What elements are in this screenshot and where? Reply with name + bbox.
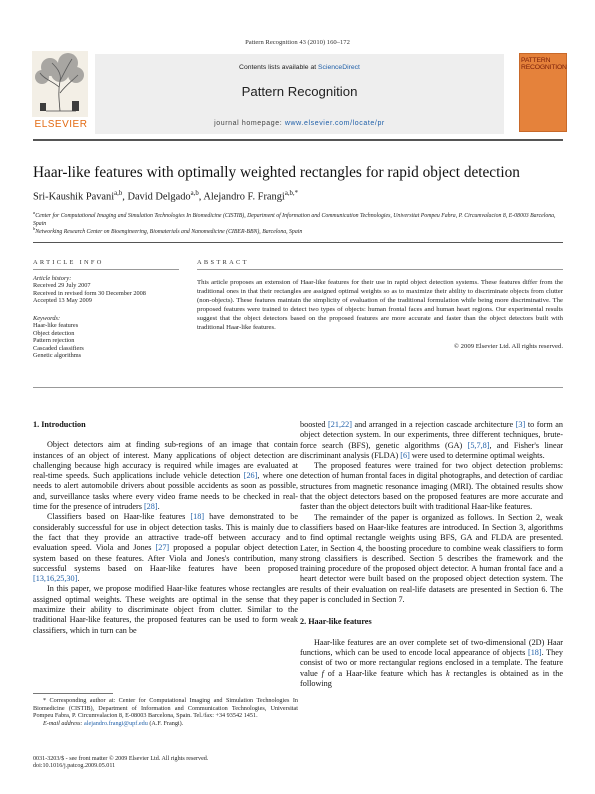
haar-paragraph-1: Haar-like features are an over complete set of two-dimensional (2D) Haar functions, which can be used to encode local appearance of objects [18]. They consist of two or more rectangular regions enclosed in a template. The feature value f of a Haar-like feature which has k rectangles is obtained as in the following [300, 637, 563, 688]
masthead-divider [33, 139, 563, 141]
right-paragraph-1: boosted [21,22] and arranged in a rejection cascade architecture [3] to form an object detection system. In our experiments, three different techniques, brute-force search (BFS), genetic algorithms (GA) [5,7,8], and Fisher's linear discriminant analysis (FLDA) [6] were used to determine optimal weights. [300, 420, 564, 460]
elsevier-tree-logo [32, 51, 88, 127]
sciencedirect-link[interactable]: ScienceDirect [318, 64, 360, 71]
abstract-text: This article proposes an extension of Haar-like features for their use in rapid object detection systems. These features differ from the traditional ones in that their rectangles are assigned optimal weights so as to maximize their ability to discriminate objects from clutter (non-objects). These features maintain the simplicity of evaluation of the traditional formulation while being more discriminative. The proposed features were trained to detect two types of objects: human frontal faces and human heart regions. Our experimental results suggest that the object detectors based on the proposed features are more accurate and faster than the object detectors built with traditional Haar-like features. [197, 279, 563, 332]
citation-link[interactable]: [28] [143, 502, 158, 512]
footnote-rule [33, 693, 113, 694]
article-title: Haar-like features with optimally weighted rectangles for rapid object detection [33, 164, 520, 181]
affiliation-text: Center for Computational Imaging and Simulation Technologies In Biomedicine (CISTIB), Department of Information and Communication Technologies, Universitat Pompeu Fabra, P. Circumvalacion 8, E-08003 Barcelona, Spain [33, 212, 556, 227]
history-revised: Received in revised form 30 December 2008 [33, 289, 146, 297]
citation-link[interactable]: [3] [515, 420, 526, 429]
author-affiliation-marker: a,b,* [284, 190, 299, 197]
citation-link[interactable]: [27] [155, 543, 170, 553]
author-list: Sri-Kaushik Pavani$^{a,b}$, David Delgado$^{a,b}$, Alejandro F. Frangi$^{a,b,*}$ [33, 190, 299, 203]
author-name: Alejandro F. Frangi [203, 191, 285, 203]
math-symbol: k [445, 668, 450, 678]
keyword: Object detection [33, 329, 75, 337]
right-paragraph-3: The remainder of the paper is organized as follows. In Section 2, weak classifiers based on Haar-like features are introduced. In Section 3, algorithms to find optimal rectangle weights using BFS, GA and FLDA are presented. Later, in Section 4, the boosting procedure to combine weak classifiers to form strong classifiers is described. Section 5 describes the framework and the training procedure of the proposed object detector. A human frontal face and a heart detector were built based on the proposed object detection system. The results of their evaluation on real-life datasets are presented in Section 6. The paper is concluded in Section 7. [300, 512, 563, 605]
history-received: Received 29 July 2007 [33, 282, 91, 290]
keywords-block [33, 315, 84, 359]
citation-link[interactable]: [18] [190, 512, 205, 522]
email-link[interactable]: alejandro.frangi@upf.edu [84, 719, 148, 727]
article-info-rule [33, 269, 179, 270]
intro-paragraph-3: In this paper, we propose modified Haar-like features whose rectangles are assigned optimal weights. These weights are optimal in the sense that they maximize their ability to discriminate object from clutter. Similar to the traditional Haar-like features, the proposed features can be used to form weak classifiers, which in turn can be [33, 584, 298, 635]
abstract-divider [33, 387, 563, 388]
journal-reference: Pattern Recognition 43 (2010) 160–172 [245, 39, 350, 46]
keyword: Haar-like features [33, 322, 79, 330]
intro-paragraph-2: Classifiers based on Haar-like features [18] have demonstrated to be considerably successful for use in object detection tasks. This is mainly due to the fact that they provide an attractive trade-off between accuracy and evaluation speed. Viola and Jones [27] proposed a popular object detection system based on these features. After Viola and Jones's contribution, many successful systems based on Haar-like features have been proposed [13,16,25,30]. [33, 512, 298, 584]
email-after: (A.F. Frangi). [147, 719, 184, 727]
title-divider [33, 242, 563, 243]
abstract-rule [197, 269, 563, 270]
affiliation-marker: a [33, 210, 36, 215]
issn-doi-block [33, 756, 208, 771]
author-name: David Delgado [127, 191, 191, 203]
keyword: Cascaded classifiers [33, 344, 84, 352]
keyword: Genetic algorithms [33, 352, 82, 360]
right-column [300, 420, 563, 689]
email-label: E-mail address: [43, 719, 85, 727]
citation-link[interactable]: [21,22] [328, 420, 352, 429]
section-heading-haar: 2. Haar-like features [300, 617, 372, 627]
citation-link[interactable]: [26] [243, 471, 258, 481]
journal-title: Pattern Recognition [241, 84, 358, 99]
email-line [33, 720, 298, 728]
publisher-name: ELSEVIER [34, 119, 88, 130]
article-history [33, 275, 146, 305]
citation-link[interactable]: [6] [400, 450, 410, 460]
footnote [33, 697, 298, 727]
contents-line [95, 64, 504, 71]
affiliation-marker: b [33, 226, 36, 231]
article-info-heading: ARTICLE INFO [33, 259, 104, 266]
contents-prefix: Contents lists available at [239, 64, 319, 71]
intro-paragraph-1: Object detectors aim at finding sub-regions of an image that contain instances of an object of interest. Many applications of object detection are challenging because high accuracy is required while images are evaluated at real-time speeds. Such applications include vehicle detection [26], where one needs to alert automobile drivers about possible accidents as soon as possible, and, surveillance tasks where every video frame needs to be checked in real-time for the presence of intruders [28]. [33, 440, 298, 512]
abstract-heading: ABSTRACT [197, 259, 249, 266]
right-paragraph-2: The proposed features were trained for two object detection problems: detection of human frontal faces in digital photographs, and detection of cardiac structures from magnetic resonance imaging (MRI). The obtained results show that the object detectors based on the proposed features are more accurate and faster than the object detectors built with traditional Haar-like features. [300, 461, 563, 512]
homepage-link[interactable]: www.elsevier.com/locate/pr [284, 120, 385, 127]
author-name: Sri-Kaushik Pavani [33, 191, 115, 203]
doi-line: doi:10.1016/j.patcog.2009.05.011 [33, 763, 116, 770]
corresponding-author-note: * Corresponding author at: Center for Computational Imaging and Simulation Technologies In Biomedicine (CISTIB), Department of Information and Communication Technologies, Universitat Pompeu Fabra, P. Circumvalacion 8, E-08003 Barcelona, Spain. Tel./fax: +34 93542 1451. [33, 697, 298, 720]
issn-line: 0031-3203/$ - see front matter © 2009 Elsevier Ltd. All rights reserved. [33, 756, 209, 762]
affiliation-text: Networking Research Center on Bioengineering, Biomaterials and Nanomedicine (CIBER-BBN), Barcelona, Spain [35, 228, 303, 235]
history-accepted: Accepted 13 May 2009 [33, 297, 92, 305]
citation-link[interactable]: [18] [527, 647, 542, 657]
homepage-line [95, 120, 504, 127]
history-label: Article history: [33, 275, 72, 282]
author-affiliation-marker: a,b [190, 190, 199, 197]
affiliation-b [33, 225, 563, 237]
left-column [33, 420, 298, 636]
homepage-prefix: journal homepage: [214, 120, 285, 127]
journal-cover-title: PATTERN RECOGNITION [521, 57, 567, 71]
section-heading-introduction: 1. Introduction [33, 420, 86, 429]
citation-link[interactable]: [5,7,8] [467, 440, 490, 450]
abstract-copyright: © 2009 Elsevier Ltd. All rights reserved. [453, 343, 563, 350]
keywords-label: Keywords: [33, 315, 61, 322]
author-affiliation-marker: a,b [114, 190, 123, 197]
citation-link[interactable]: [13,16,25,30] [33, 574, 78, 584]
math-symbol: f [321, 668, 324, 678]
keyword: Pattern rejection [33, 337, 75, 345]
